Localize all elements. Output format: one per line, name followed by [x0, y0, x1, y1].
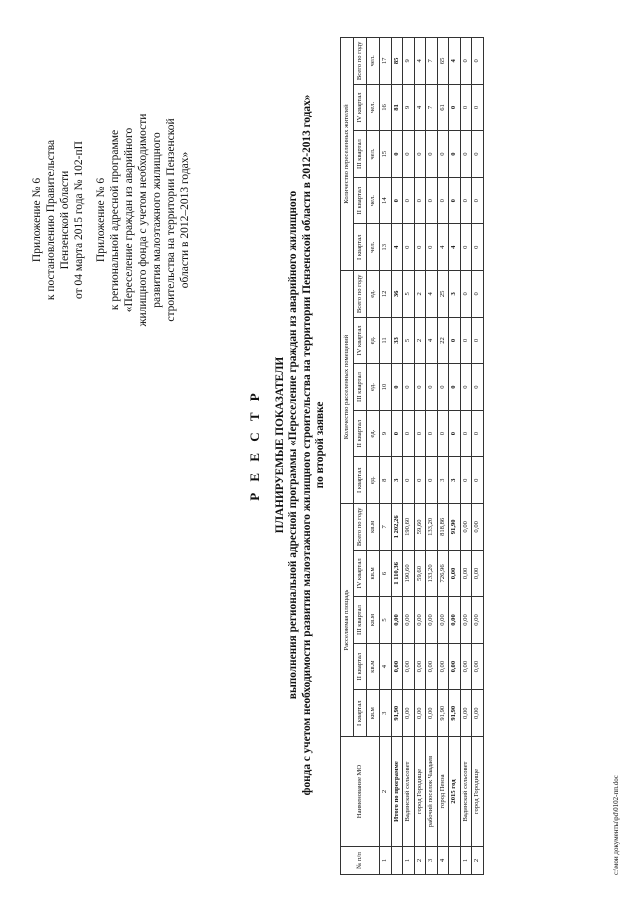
- appendix-note: [30, 70, 192, 370]
- table-cell: 0: [403, 457, 415, 504]
- table-cell: 0: [391, 131, 403, 178]
- column-index: 17: [380, 38, 392, 85]
- table-cell: 4: [437, 224, 449, 271]
- unit-rooms: ед.: [367, 317, 380, 364]
- table-cell: 0: [414, 224, 426, 271]
- table-cell: 2: [414, 847, 426, 875]
- table-cell: 91,90: [391, 690, 403, 737]
- table-cell: 0,00: [414, 643, 426, 690]
- table-cell: 4: [391, 224, 403, 271]
- mo-name-cell: Итого по программе: [391, 737, 403, 847]
- table-cell: 59,60: [414, 550, 426, 597]
- header-quarter: IV квартал: [354, 550, 367, 597]
- table-cell: 0: [460, 177, 472, 224]
- unit-area: кв.м: [367, 643, 380, 690]
- table-cell: 1 110,36: [391, 550, 403, 597]
- unit-rooms: ед.: [367, 271, 380, 318]
- table-cell: 0: [460, 84, 472, 131]
- table-cell: 0: [449, 84, 461, 131]
- table-cell: 0,00: [403, 690, 415, 737]
- title-reestr: Р Е Е С Т Р: [247, 389, 262, 501]
- column-index: 1: [380, 847, 392, 875]
- column-index: 6: [380, 550, 392, 597]
- table-cell: 0,00: [414, 690, 426, 737]
- table-cell: 0,00: [449, 550, 461, 597]
- table-cell: 0: [403, 177, 415, 224]
- table-row: [391, 38, 403, 875]
- header-quarter: II квартал: [354, 643, 367, 690]
- table-cell: 0: [472, 317, 484, 364]
- table-cell: 0: [472, 177, 484, 224]
- table-cell: 85: [391, 38, 403, 85]
- table-cell: 0: [460, 38, 472, 85]
- table-cell: 0: [391, 410, 403, 457]
- mo-name-cell: Вадинский сельсовет: [460, 737, 472, 847]
- header-total: Всего по году: [354, 38, 367, 85]
- table-cell: 0: [426, 177, 438, 224]
- table-cell: 0,00: [460, 643, 472, 690]
- table-cell: 91,90: [449, 690, 461, 737]
- header-area-group: Расселяемая площадь: [341, 504, 354, 737]
- table-cell: 0: [460, 457, 472, 504]
- column-index: 3: [380, 690, 392, 737]
- table-cell: 0,00: [460, 550, 472, 597]
- table-cell: 91,90: [437, 690, 449, 737]
- table-cell: 0: [460, 317, 472, 364]
- table-cell: 133,20: [426, 550, 438, 597]
- table-cell: 1: [460, 847, 472, 875]
- unit-area: кв.м: [367, 690, 380, 737]
- table-cell: 0: [449, 177, 461, 224]
- table-cell: 0: [414, 457, 426, 504]
- table-cell: 0: [426, 131, 438, 178]
- column-index: 5: [380, 597, 392, 644]
- table-cell: 25: [437, 271, 449, 318]
- header-quarter: II квартал: [354, 177, 367, 224]
- table-cell: 0: [403, 131, 415, 178]
- table-cell: 91,90: [449, 504, 461, 551]
- table-cell: 0: [426, 364, 438, 411]
- table-cell: 818,86: [437, 504, 449, 551]
- table-cell: 7: [426, 84, 438, 131]
- unit-people: чел.: [367, 177, 380, 224]
- table-cell: 0: [472, 131, 484, 178]
- mo-name-cell: город Городище: [472, 737, 484, 847]
- table-cell: 0,00: [449, 597, 461, 644]
- table-row: [426, 38, 438, 875]
- table-cell: 190,60: [403, 550, 415, 597]
- table-cell: 0: [391, 364, 403, 411]
- header-num: № п/п: [341, 847, 380, 875]
- table-cell: 0,00: [472, 504, 484, 551]
- column-index: 12: [380, 271, 392, 318]
- appendix-line: строительства на территории Пензенской: [165, 118, 177, 322]
- header-total: Всего по году: [354, 271, 367, 318]
- table-cell: 4: [414, 84, 426, 131]
- table-cell: 0: [437, 131, 449, 178]
- table-cell: 2: [414, 317, 426, 364]
- appendix-line: Приложение № 6: [31, 177, 43, 263]
- table-cell: 61: [437, 84, 449, 131]
- table-cell: 4: [449, 224, 461, 271]
- table-cell: 1 202,26: [391, 504, 403, 551]
- table-cell: 726,96: [437, 550, 449, 597]
- table-cell: 5: [403, 271, 415, 318]
- column-index: 10: [380, 364, 392, 411]
- unit-people: чел.: [367, 38, 380, 85]
- header-total: Всего по году: [354, 504, 367, 551]
- table-cell: 0: [403, 364, 415, 411]
- unit-rooms: ед.: [367, 457, 380, 504]
- registry-table: [340, 37, 484, 875]
- table-cell: 7: [426, 38, 438, 85]
- table-cell: 0,00: [460, 597, 472, 644]
- header-rooms-group: Количество расселенных помещений: [341, 271, 354, 504]
- header-quarter: III квартал: [354, 597, 367, 644]
- appendix-line: «Переселение граждан из аварийного: [123, 127, 135, 313]
- appendix-line: области в 2012–2013 годах»: [179, 151, 191, 289]
- table-cell: 0: [449, 317, 461, 364]
- header-people-group: Количество переселенных жителей: [341, 38, 354, 271]
- header-quarter: III квартал: [354, 364, 367, 411]
- table-cell: 59,60: [414, 504, 426, 551]
- table-cell: 0: [472, 410, 484, 457]
- table-cell: 3: [391, 457, 403, 504]
- table-cell: 5: [403, 317, 415, 364]
- title-line: выполнения региональной адресной программы «Переселение граждан из аварийного жилищного: [287, 190, 299, 700]
- table-cell: 0: [460, 410, 472, 457]
- table-cell: 65: [437, 38, 449, 85]
- table-cell: 0,00: [437, 643, 449, 690]
- table-cell: 4: [449, 38, 461, 85]
- unit-area: кв.м: [367, 597, 380, 644]
- table-cell: 9: [403, 38, 415, 85]
- table-row: [414, 38, 426, 875]
- appendix-line: развития малоэтажного жилищного: [151, 132, 163, 308]
- unit-area: кв.м: [367, 504, 380, 551]
- column-index: 11: [380, 317, 392, 364]
- header-quarter: III квартал: [354, 131, 367, 178]
- table-cell: 0,00: [426, 690, 438, 737]
- table-cell: 9: [403, 84, 415, 131]
- column-index: 4: [380, 643, 392, 690]
- spacer: [86, 70, 94, 370]
- mo-name-cell: город Пенза: [437, 737, 449, 847]
- table-cell: 0,00: [414, 597, 426, 644]
- header-quarter: I квартал: [354, 457, 367, 504]
- table-cell: 0: [449, 410, 461, 457]
- table-cell: 0: [414, 364, 426, 411]
- table-cell: 0: [437, 364, 449, 411]
- table-cell: 1: [403, 847, 415, 875]
- table-cell: 4: [426, 271, 438, 318]
- table-cell: 0,00: [403, 643, 415, 690]
- table-cell: 4: [414, 38, 426, 85]
- table-cell: 2: [472, 847, 484, 875]
- table-cell: 0,00: [472, 643, 484, 690]
- title-line: по второй заявке: [314, 401, 326, 489]
- table-cell: 2: [414, 271, 426, 318]
- table-cell: 0: [472, 364, 484, 411]
- table-cell: 0,00: [426, 597, 438, 644]
- table-cell: 0,00: [472, 597, 484, 644]
- table-cell: 3: [437, 457, 449, 504]
- table-cell: 4: [437, 847, 449, 875]
- table-cell: 0: [460, 131, 472, 178]
- table-cell: 0: [403, 410, 415, 457]
- table-cell: 4: [426, 317, 438, 364]
- table-row: [460, 38, 472, 875]
- table-cell: 0: [414, 410, 426, 457]
- table-cell: 0: [426, 410, 438, 457]
- table-row: [403, 38, 415, 875]
- table-cell: 0: [460, 271, 472, 318]
- unit-rooms: ед.: [367, 410, 380, 457]
- table-cell: 0: [472, 224, 484, 271]
- unit-rooms: ед.: [367, 364, 380, 411]
- unit-area: кв.м: [367, 550, 380, 597]
- table-cell: 36: [391, 271, 403, 318]
- table-row: [449, 38, 461, 875]
- table-cell: 0: [472, 271, 484, 318]
- appendix-line: Приложение № 6: [95, 177, 107, 263]
- column-index: 16: [380, 84, 392, 131]
- file-path: c:\мои документы\pd\0102-пп.doc: [612, 775, 620, 875]
- table-row: [437, 38, 449, 875]
- appendix-line: жилищного фонда с учетом необходимости: [137, 113, 149, 327]
- column-index: 13: [380, 224, 392, 271]
- table-cell: 0: [472, 84, 484, 131]
- document-title: [248, 45, 328, 845]
- table-cell: 0: [403, 224, 415, 271]
- table-cell: 133,20: [426, 504, 438, 551]
- column-index: 7: [380, 504, 392, 551]
- appendix-line: от 04 марта 2015 года № 102-пП: [73, 141, 85, 299]
- table-cell: 3: [426, 847, 438, 875]
- table-cell: 0,00: [472, 550, 484, 597]
- table-cell: 0: [472, 38, 484, 85]
- unit-people: чел.: [367, 224, 380, 271]
- appendix-line: к региональной адресной программе: [109, 129, 121, 311]
- table-cell: 0: [426, 457, 438, 504]
- appendix-line: Пензенской области: [59, 170, 71, 270]
- table-cell: 33: [391, 317, 403, 364]
- table-body: [380, 38, 484, 875]
- table-cell: 0: [437, 177, 449, 224]
- table-cell: 0: [449, 131, 461, 178]
- table-cell: 0: [460, 364, 472, 411]
- unit-people: чел.: [367, 84, 380, 131]
- registry-table-wrapper: [340, 37, 484, 875]
- header-mo-name: Наименование МО: [341, 737, 380, 847]
- table-cell: 0,00: [391, 597, 403, 644]
- table-cell: 190,60: [403, 504, 415, 551]
- mo-name-cell: рабочий поселок Чаадаев: [426, 737, 438, 847]
- table-cell: 0: [437, 410, 449, 457]
- table-cell: 0: [391, 177, 403, 224]
- table-cell: 3: [449, 271, 461, 318]
- table-cell: 0: [414, 131, 426, 178]
- appendix-line: к постановлению Правительства: [45, 139, 57, 301]
- column-index: 15: [380, 131, 392, 178]
- table-cell: [391, 847, 403, 875]
- header-quarter: I квартал: [354, 690, 367, 737]
- table-cell: 81: [391, 84, 403, 131]
- column-index: 14: [380, 177, 392, 224]
- table-cell: 0,00: [391, 643, 403, 690]
- table-cell: 0: [449, 364, 461, 411]
- header-quarter: IV квартал: [354, 317, 367, 364]
- table-cell: 0,00: [460, 504, 472, 551]
- header-quarter: IV квартал: [354, 84, 367, 131]
- mo-name-cell: Вадинский сельсовет: [403, 737, 415, 847]
- table-cell: [449, 847, 461, 875]
- header-quarter: I квартал: [354, 224, 367, 271]
- mo-name-cell: 2015 год: [449, 737, 461, 847]
- table-cell: 0,00: [426, 643, 438, 690]
- table-cell: 22: [437, 317, 449, 364]
- mo-name-cell: город Городище: [414, 737, 426, 847]
- column-index: 2: [380, 737, 392, 847]
- table-cell: 0,00: [437, 597, 449, 644]
- column-index: 8: [380, 457, 392, 504]
- column-index-row: [380, 38, 392, 875]
- table-cell: 0: [426, 224, 438, 271]
- column-index: 9: [380, 410, 392, 457]
- table-row: [472, 38, 484, 875]
- table-cell: 0,00: [460, 690, 472, 737]
- table-cell: 3: [449, 457, 461, 504]
- title-line: фонда с учетом необходимости развития малоэтажного жилищного строительства на территории Пензенской области в 2012-2013 годах»: [300, 94, 313, 796]
- table-cell: 0: [472, 457, 484, 504]
- table-cell: 0,00: [449, 643, 461, 690]
- header-quarter: II квартал: [354, 410, 367, 457]
- table-cell: 0: [460, 224, 472, 271]
- table-cell: 0: [414, 177, 426, 224]
- unit-people: чел.: [367, 131, 380, 178]
- table-cell: 0,00: [472, 690, 484, 737]
- title-line: ПЛАНИРУЕМЫЕ ПОКАЗАТЕЛИ: [273, 356, 286, 534]
- table-cell: 0,00: [403, 597, 415, 644]
